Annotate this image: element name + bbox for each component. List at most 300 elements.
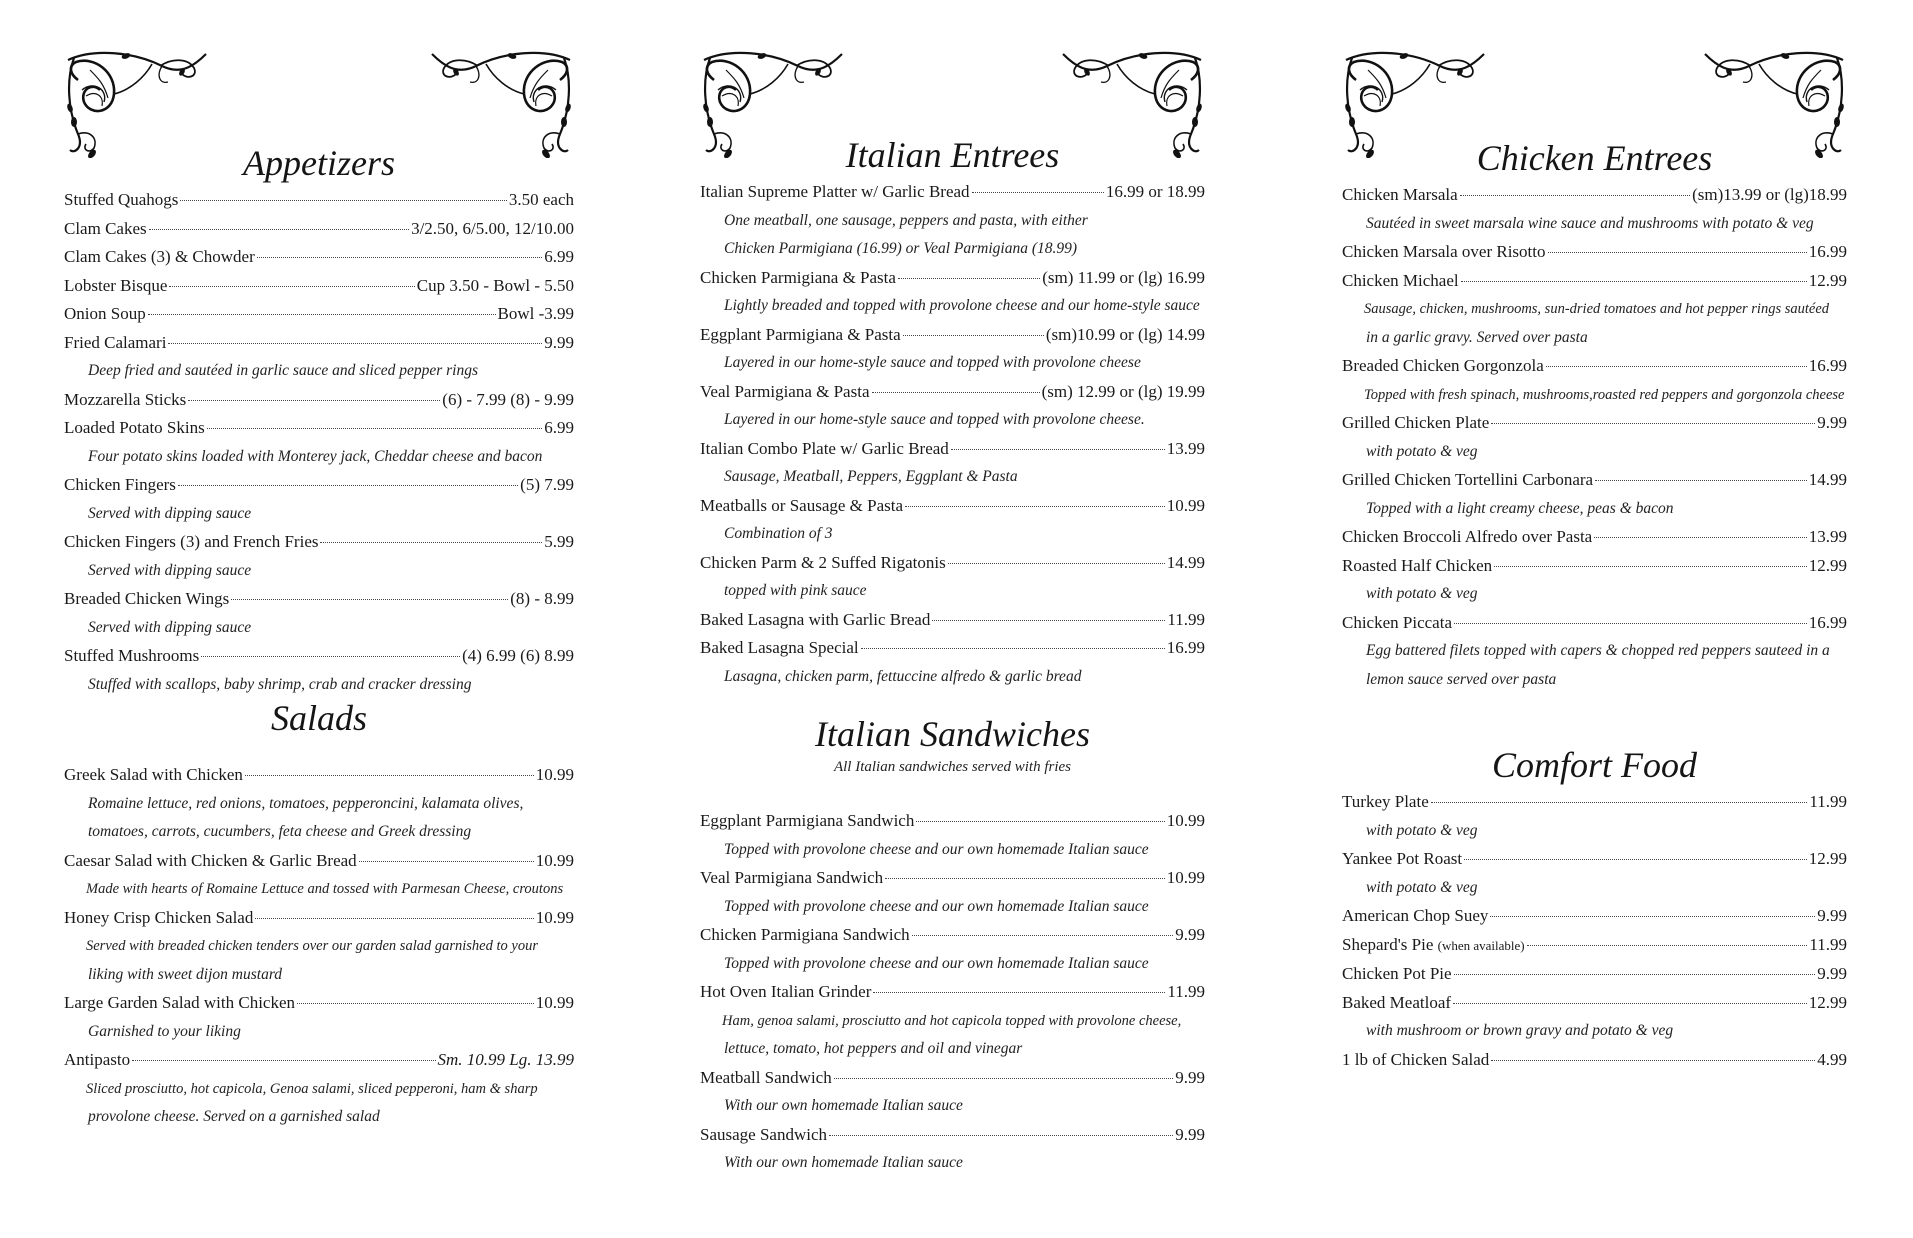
dot-leader bbox=[916, 821, 1164, 822]
menu-item bbox=[64, 847, 574, 876]
menu-item bbox=[64, 243, 574, 272]
italian-sandwiches-list bbox=[700, 807, 1205, 1178]
menu-item bbox=[1342, 902, 1847, 931]
menu-item-name-text: Turkey Plate bbox=[1342, 792, 1429, 811]
menu-item bbox=[700, 921, 1205, 950]
dot-leader bbox=[359, 861, 534, 862]
menu-item-name-text: Meatball Sandwich bbox=[700, 1067, 832, 1087]
menu-item bbox=[1342, 409, 1847, 438]
menu-item-price: 12.99 bbox=[1808, 849, 1847, 868]
menu-item-name bbox=[64, 414, 205, 443]
menu-item-name-text: Loaded Potato Skins bbox=[64, 418, 205, 437]
menu-item-name-text: Chicken Pot Pie bbox=[1342, 964, 1452, 983]
menu-item-name-text: Italian Supreme Platter w/ Garlic Bread bbox=[700, 182, 970, 201]
italian-sandwiches-section bbox=[700, 711, 1205, 1178]
menu-item bbox=[700, 864, 1205, 893]
dot-leader bbox=[1454, 974, 1816, 975]
menu-item-price: Cup 3.50 - Bowl - 5.50 bbox=[416, 275, 574, 295]
menu-item bbox=[700, 435, 1205, 464]
menu-item-name bbox=[700, 634, 859, 663]
menu-item-name bbox=[1342, 552, 1492, 581]
dot-leader bbox=[1431, 802, 1808, 803]
menu-item-price: 6.99 bbox=[544, 247, 574, 266]
menu-item bbox=[1342, 609, 1847, 638]
menu-item-name bbox=[700, 378, 870, 407]
menu-item bbox=[64, 989, 574, 1018]
menu-item-price: 13.99 bbox=[1808, 527, 1847, 546]
dot-leader bbox=[297, 1003, 534, 1004]
dot-leader bbox=[207, 428, 543, 429]
section-subtitle: All Italian sandwiches served with fries bbox=[833, 759, 1072, 775]
section-title: Italian Entrees bbox=[845, 135, 1060, 175]
menu-item-name-text: Mozzarella Sticks bbox=[64, 389, 187, 409]
menu-item-name-text: Chicken Parmigiana Sandwich bbox=[700, 925, 910, 944]
dot-leader bbox=[1494, 566, 1807, 567]
menu-item-price: 11.99 bbox=[1167, 982, 1205, 1001]
menu-item-price: 11.99 bbox=[1167, 609, 1205, 629]
menu-item-description: One meatball, one sausage, peppers and pasta, with either bbox=[724, 211, 1088, 229]
menu-item-price: 4.99 bbox=[1817, 1049, 1847, 1069]
menu-item-name bbox=[700, 1121, 827, 1150]
menu-item bbox=[64, 186, 574, 215]
menu-item-price: 10.99 bbox=[535, 993, 574, 1012]
menu-item bbox=[64, 585, 574, 614]
menu-item-name-text: American Chop Suey bbox=[1342, 906, 1489, 925]
menu-item-name-text: Chicken Parm & 2 Suffed Rigatonis bbox=[700, 552, 946, 572]
comfort-food-list bbox=[1342, 788, 1847, 1074]
menu-item-name bbox=[1342, 267, 1459, 296]
menu-item-name-text: Veal Parmigiana Sandwich bbox=[700, 868, 884, 887]
menu-item-price: 10.99 bbox=[535, 907, 574, 927]
menu-item-name bbox=[700, 492, 903, 521]
italian-entrees-section bbox=[700, 132, 1205, 691]
menu-item bbox=[64, 471, 574, 500]
chicken-entrees-section bbox=[1342, 135, 1847, 694]
menu-item-name bbox=[700, 978, 871, 1007]
menu-item-price: (5) 7.99 bbox=[520, 475, 574, 494]
menu-item bbox=[1342, 238, 1847, 267]
menu-item-name bbox=[64, 329, 166, 358]
menu-item bbox=[1342, 352, 1847, 381]
menu-item bbox=[64, 528, 574, 557]
menu-item-name-text: Yankee Pot Roast bbox=[1342, 849, 1463, 868]
menu-item-price: 10.99 bbox=[1166, 868, 1205, 887]
menu-item-price: 9.99 bbox=[1817, 964, 1847, 983]
menu-item-price: 5.99 bbox=[544, 532, 574, 551]
menu-item-description: Egg battered filets topped with capers & chopped red peppers sauteed in a bbox=[1366, 642, 1830, 659]
menu-item bbox=[700, 264, 1205, 293]
menu-item-price: 9.99 bbox=[1817, 906, 1847, 925]
menu-item bbox=[700, 1064, 1205, 1093]
menu-item-description: Sliced prosciutto, hot capicola, Genoa salami, sliced pepperoni, ham & sharp bbox=[86, 1080, 538, 1097]
dot-leader bbox=[861, 648, 1165, 649]
menu-item-price: 9.99 bbox=[1817, 413, 1847, 432]
dot-leader bbox=[1491, 423, 1815, 424]
menu-item-name bbox=[1342, 902, 1488, 931]
menu-item-price: 14.99 bbox=[1166, 552, 1205, 572]
menu-item-price: 3.50 each bbox=[508, 190, 574, 209]
menu-item-price: 12.99 bbox=[1808, 992, 1847, 1012]
menu-item bbox=[64, 272, 574, 301]
menu-item-price: (sm)13.99 or (lg)18.99 bbox=[1692, 185, 1847, 204]
menu-item-name bbox=[1342, 181, 1458, 210]
menu-item-note: (when available) bbox=[1437, 937, 1525, 953]
menu-item-name bbox=[700, 178, 970, 207]
menu-item-description: Topped with provolone cheese and our own homemade Italian sauce bbox=[724, 954, 1149, 972]
menu-item-price: 11.99 bbox=[1809, 934, 1847, 954]
dot-leader bbox=[972, 192, 1104, 193]
menu-item bbox=[700, 378, 1205, 407]
menu-item-price: 16.99 bbox=[1166, 638, 1205, 657]
menu-item-description: topped with pink sauce bbox=[724, 582, 867, 599]
menu-item-description: With our own homemade Italian sauce bbox=[724, 1097, 963, 1114]
section-title: Appetizers bbox=[243, 143, 395, 183]
menu-item-name bbox=[64, 847, 357, 876]
menu-item-name-text: Grilled Chicken Tortellini Carbonara bbox=[1342, 470, 1594, 489]
menu-item-name bbox=[1342, 238, 1546, 267]
menu-column-right bbox=[1342, 50, 1847, 1150]
dot-leader bbox=[178, 485, 518, 486]
menu-item bbox=[64, 1046, 574, 1075]
menu-item-description: Served with dipping sauce bbox=[88, 618, 252, 636]
dot-leader bbox=[132, 1060, 435, 1061]
menu-item-name-text: Shepard's Pie bbox=[1342, 934, 1434, 954]
menu-item-name bbox=[1342, 931, 1525, 961]
menu-item-price: 11.99 bbox=[1809, 792, 1847, 811]
dot-leader bbox=[873, 992, 1165, 993]
menu-item-name-text: Sausage Sandwich bbox=[700, 1124, 828, 1144]
menu-item bbox=[64, 386, 574, 415]
menu-item-name bbox=[64, 642, 199, 671]
menu-item-description: Served with breaded chicken tenders over our garden salad garnished to your bbox=[86, 938, 538, 954]
menu-item-name-text: Clam Cakes (3) & Chowder bbox=[64, 247, 255, 266]
menu-item-name bbox=[64, 386, 186, 415]
dot-leader bbox=[1594, 537, 1807, 538]
dot-leader bbox=[932, 620, 1165, 621]
dot-leader bbox=[148, 314, 496, 315]
menu-item-description: with potato & veg bbox=[1366, 821, 1478, 839]
dot-leader bbox=[1548, 252, 1807, 253]
menu-item-description: Topped with provolone cheese and our own homemade Italian sauce bbox=[724, 840, 1149, 858]
menu-item-name bbox=[64, 300, 146, 329]
menu-item-name-text: Italian Combo Plate w/ Garlic Bread bbox=[700, 438, 949, 458]
dot-leader bbox=[829, 1135, 1173, 1136]
menu-item-price: Bowl -3.99 bbox=[497, 304, 574, 323]
menu-item-name bbox=[64, 904, 253, 933]
dot-leader bbox=[255, 918, 533, 919]
menu-item-description: Stuffed with scallops, baby shrimp, crab and cracker dressing bbox=[88, 675, 472, 693]
menu-item-name bbox=[64, 585, 229, 614]
dot-leader bbox=[231, 599, 508, 600]
menu-item-name bbox=[64, 989, 295, 1018]
dot-leader bbox=[912, 935, 1174, 936]
menu-item-description: tomatoes, carrots, cucumbers, feta cheese and Greek dressing bbox=[88, 823, 472, 840]
menu-item-price: 16.99 bbox=[1808, 612, 1847, 632]
dot-leader bbox=[951, 449, 1165, 450]
menu-item-name-text: Lobster Bisque bbox=[64, 275, 168, 295]
menu-item bbox=[64, 329, 574, 358]
menu-item-description: Topped with provolone cheese and our own homemade Italian sauce bbox=[724, 897, 1149, 915]
dot-leader bbox=[872, 392, 1040, 393]
menu-item-name bbox=[1342, 523, 1592, 552]
menu-item bbox=[700, 606, 1205, 635]
menu-item bbox=[700, 1121, 1205, 1150]
dot-leader bbox=[885, 878, 1165, 879]
menu-item-name-text: Baked Lasagna with Garlic Bread bbox=[700, 609, 931, 629]
menu-item-description: Lasagna, chicken parm, fettuccine alfredo & garlic bread bbox=[724, 667, 1082, 685]
menu-item-name bbox=[700, 921, 910, 950]
menu-item-name bbox=[1342, 845, 1462, 874]
menu-item-description: Served with dipping sauce bbox=[88, 561, 252, 579]
menu-item-name-text: Chicken Parmigiana & Pasta bbox=[700, 267, 896, 287]
menu-item-description: With our own homemade Italian sauce bbox=[724, 1154, 963, 1171]
menu-item bbox=[700, 178, 1205, 207]
menu-item-name-text: Antipasto bbox=[64, 1050, 131, 1069]
menu-item bbox=[64, 414, 574, 443]
menu-item-description: Sausage, Meatball, Peppers, Eggplant & Pasta bbox=[724, 468, 1018, 485]
dot-leader bbox=[1491, 1060, 1815, 1061]
dot-leader bbox=[320, 542, 542, 543]
dot-leader bbox=[1461, 281, 1807, 282]
menu-item-description: Four potato skins loaded with Monterey jack, Cheddar cheese and bacon bbox=[88, 447, 543, 465]
menu-item-name bbox=[64, 215, 147, 244]
dot-leader bbox=[245, 775, 534, 776]
menu-item bbox=[1342, 989, 1847, 1018]
menu-item-price: 3/2.50, 6/5.00, 12/10.00 bbox=[411, 218, 574, 238]
dot-leader bbox=[834, 1078, 1174, 1079]
menu-item-name-text: Baked Meatloaf bbox=[1342, 992, 1452, 1012]
menu-item-name bbox=[1342, 1046, 1489, 1075]
menu-item-description: Made with hearts of Romaine Lettuce and tossed with Parmesan Cheese, croutons bbox=[86, 881, 564, 897]
menu-item-price: 9.99 bbox=[1175, 925, 1205, 944]
menu-item-price: 10.99 bbox=[1166, 811, 1205, 830]
salads-section bbox=[64, 695, 574, 1132]
menu-item-name bbox=[1342, 788, 1429, 817]
menu-item-name-text: Breaded Chicken Wings bbox=[64, 589, 230, 608]
menu-item-name-text: 1 lb of Chicken Salad bbox=[1342, 1049, 1490, 1069]
menu-item-name bbox=[64, 272, 167, 301]
menu-item-description: Sautéed in sweet marsala wine sauce and mushrooms with potato & veg bbox=[1366, 214, 1814, 232]
menu-item-description: lettuce, tomato, hot peppers and oil and vinegar bbox=[724, 1040, 1023, 1057]
menu-item bbox=[700, 634, 1205, 663]
menu-item-description: with potato & veg bbox=[1366, 585, 1478, 602]
menu-item-description: Topped with fresh spinach, mushrooms,roasted red peppers and gorgonzola cheese bbox=[1364, 386, 1845, 403]
menu-item bbox=[700, 807, 1205, 836]
menu-item-name bbox=[1342, 352, 1544, 381]
menu-item bbox=[700, 549, 1205, 578]
menu-item-name-text: Caesar Salad with Chicken & Garlic Bread bbox=[64, 850, 357, 870]
menu-item-name bbox=[64, 186, 178, 215]
menu-item bbox=[1342, 845, 1847, 874]
menu-item bbox=[1342, 181, 1847, 210]
dot-leader bbox=[1546, 366, 1807, 367]
menu-item-name bbox=[64, 1046, 130, 1075]
menu-column-left bbox=[64, 50, 574, 1150]
menu-column-center bbox=[700, 50, 1205, 1171]
menu-item-name-text: Chicken Fingers bbox=[64, 475, 176, 494]
menu-item-description: with potato & veg bbox=[1366, 878, 1478, 896]
menu-item-description: with mushroom or brown gravy and potato & veg bbox=[1366, 1022, 1674, 1039]
menu-item-name bbox=[700, 321, 901, 350]
menu-item-description: lemon sauce served over pasta bbox=[1366, 670, 1557, 688]
menu-item-price: 16.99 bbox=[1808, 242, 1847, 261]
dot-leader bbox=[1490, 916, 1815, 917]
menu-item bbox=[1342, 466, 1847, 495]
menu-item-description: Combination of 3 bbox=[724, 525, 833, 542]
comfort-food-section bbox=[1342, 742, 1847, 1074]
menu-item-price: (sm) 11.99 or (lg) 16.99 bbox=[1042, 267, 1205, 287]
menu-item-name-text: Eggplant Parmigiana Sandwich bbox=[700, 811, 915, 830]
menu-item-name bbox=[1342, 466, 1593, 495]
menu-item-name-text: Eggplant Parmigiana & Pasta bbox=[700, 324, 901, 344]
menu-item-price: 6.99 bbox=[544, 418, 574, 437]
menu-item-price: 16.99 or 18.99 bbox=[1105, 182, 1205, 201]
menu-item-name-text: Roasted Half Chicken bbox=[1342, 555, 1493, 575]
dot-leader bbox=[1595, 480, 1807, 481]
menu-item-name-text: Stuffed Quahogs bbox=[64, 190, 179, 209]
menu-item-name-text: Baked Lasagna Special bbox=[700, 638, 859, 657]
section-title: Comfort Food bbox=[1491, 745, 1697, 785]
menu-item-name-text: Chicken Michael bbox=[1342, 270, 1459, 290]
menu-item-name bbox=[700, 1064, 832, 1093]
menu-item bbox=[64, 215, 574, 244]
dot-leader bbox=[948, 563, 1165, 564]
menu-item-description: with potato & veg bbox=[1366, 442, 1478, 460]
dot-leader bbox=[201, 656, 460, 657]
menu-item-name bbox=[700, 864, 883, 893]
menu-item-name bbox=[1342, 960, 1452, 989]
menu-item-name bbox=[1342, 409, 1489, 438]
menu-item-price: 9.99 bbox=[1175, 1067, 1205, 1087]
menu-item-name bbox=[64, 528, 318, 557]
menu-item-description: Topped with a light creamy cheese, peas & bacon bbox=[1366, 499, 1674, 517]
menu-item-description: Garnished to your liking bbox=[88, 1022, 241, 1040]
appetizers-section bbox=[64, 140, 574, 699]
dot-leader bbox=[1454, 623, 1807, 624]
menu-item bbox=[1342, 931, 1847, 961]
salads-list bbox=[64, 761, 574, 1132]
menu-item bbox=[64, 300, 574, 329]
menu-item bbox=[64, 904, 574, 933]
menu-item-price: 12.99 bbox=[1808, 555, 1847, 575]
menu-item-name-text: Chicken Fingers (3) and French Fries bbox=[64, 532, 319, 551]
menu-item-name-text: Greek Salad with Chicken bbox=[64, 765, 243, 784]
menu-item-description: Deep fried and sautéed in garlic sauce and sliced pepper rings bbox=[88, 362, 479, 379]
menu-item-description: Lightly breaded and topped with provolone cheese and our home-style sauce bbox=[724, 297, 1200, 314]
menu-item-description: liking with sweet dijon mustard bbox=[88, 965, 283, 983]
menu-item-price: (sm) 12.99 or (lg) 19.99 bbox=[1041, 381, 1205, 401]
menu-item-name-text: Chicken Marsala bbox=[1342, 185, 1458, 204]
menu-item-name bbox=[700, 264, 896, 293]
menu-item-name-text: Meatballs or Sausage & Pasta bbox=[700, 495, 904, 515]
menu-item-name bbox=[700, 807, 914, 836]
menu-item-price: Sm. 10.99 Lg. 13.99 bbox=[437, 1050, 574, 1069]
menu-item bbox=[64, 761, 574, 790]
menu-item-description: provolone cheese. Served on a garnished salad bbox=[88, 1108, 380, 1125]
menu-item bbox=[1342, 267, 1847, 296]
dot-leader bbox=[169, 286, 414, 287]
dot-leader bbox=[168, 343, 542, 344]
menu-item-price: 9.99 bbox=[544, 332, 574, 352]
menu-item-name-text: Honey Crisp Chicken Salad bbox=[64, 907, 254, 927]
dot-leader bbox=[1453, 1003, 1807, 1004]
dot-leader bbox=[188, 400, 440, 401]
menu-item-price: 9.99 bbox=[1175, 1124, 1205, 1144]
menu-item-name bbox=[1342, 609, 1452, 638]
menu-item-name bbox=[64, 471, 176, 500]
menu-item bbox=[1342, 1046, 1847, 1075]
menu-item-name bbox=[64, 761, 243, 790]
menu-item-name-text: Onion Soup bbox=[64, 304, 146, 323]
dot-leader bbox=[905, 506, 1165, 507]
chicken-entrees-list bbox=[1342, 181, 1847, 694]
dot-leader bbox=[180, 200, 506, 201]
menu-item bbox=[1342, 523, 1847, 552]
menu-item bbox=[700, 321, 1205, 350]
dot-leader bbox=[149, 229, 409, 230]
menu-item-description: Layered in our home-style sauce and topped with provolone cheese bbox=[724, 354, 1141, 371]
menu-item-name-text: Breaded Chicken Gorgonzola bbox=[1342, 356, 1544, 375]
menu-item-price: 10.99 bbox=[1166, 495, 1205, 515]
menu-item bbox=[700, 492, 1205, 521]
appetizers-list bbox=[64, 186, 574, 699]
menu-item-name-text: Fried Calamari bbox=[64, 332, 167, 352]
menu-item bbox=[1342, 788, 1847, 817]
menu-item-price: 10.99 bbox=[535, 850, 574, 870]
menu-item-price: (sm)10.99 or (lg) 14.99 bbox=[1045, 324, 1205, 344]
dot-leader bbox=[903, 335, 1044, 336]
menu-item bbox=[1342, 552, 1847, 581]
menu-item-name-text: Veal Parmigiana & Pasta bbox=[700, 381, 870, 401]
dot-leader bbox=[1527, 945, 1808, 946]
menu-item-description: Layered in our home-style sauce and topped with provolone cheese. bbox=[724, 411, 1145, 428]
dot-leader bbox=[1460, 195, 1690, 196]
menu-item-name bbox=[700, 549, 946, 578]
menu-item bbox=[700, 978, 1205, 1007]
menu-item-name-text: Large Garden Salad with Chicken bbox=[64, 993, 296, 1012]
menu-item-price: (8) - 8.99 bbox=[510, 589, 574, 608]
menu-item-name-text: Grilled Chicken Plate bbox=[1342, 413, 1490, 432]
menu-item-name-text: Chicken Marsala over Risotto bbox=[1342, 242, 1546, 261]
menu-item-name bbox=[64, 243, 255, 272]
menu-item-name-text: Chicken Broccoli Alfredo over Pasta bbox=[1342, 527, 1593, 546]
menu-item-price: (6) - 7.99 (8) - 9.99 bbox=[442, 389, 574, 409]
menu-item-price: (4) 6.99 (6) 8.99 bbox=[462, 646, 574, 665]
section-title: Italian Sandwiches bbox=[815, 714, 1090, 754]
menu-item-price: 12.99 bbox=[1808, 270, 1847, 290]
menu-item-name bbox=[700, 606, 930, 635]
menu-item-price: 14.99 bbox=[1808, 470, 1847, 489]
menu-item-name bbox=[1342, 989, 1451, 1018]
menu-item-name-text: Clam Cakes bbox=[64, 218, 147, 238]
menu-item bbox=[64, 642, 574, 671]
menu-item-price: 13.99 bbox=[1166, 438, 1205, 458]
dot-leader bbox=[1464, 859, 1807, 860]
menu-item-name-text: Stuffed Mushrooms bbox=[64, 646, 200, 665]
section-title: Chicken Entrees bbox=[1476, 138, 1713, 178]
menu-item-price: 16.99 bbox=[1808, 356, 1847, 375]
menu-item-description: Sausage, chicken, mushrooms, sun-dried tomatoes and hot pepper rings sautéed bbox=[1364, 301, 1830, 317]
menu-item-description: Served with dipping sauce bbox=[88, 504, 252, 522]
menu-item-description: in a garlic gravy. Served over pasta bbox=[1366, 328, 1588, 346]
menu-item-name-text: Chicken Piccata bbox=[1342, 612, 1452, 632]
menu-item bbox=[1342, 960, 1847, 989]
dot-leader bbox=[898, 278, 1040, 279]
menu-item-name bbox=[700, 435, 949, 464]
section-title: Salads bbox=[270, 698, 367, 738]
menu-item-description: Ham, genoa salami, prosciutto and hot capicola topped with provolone cheese, bbox=[722, 1012, 1182, 1029]
menu-item-description: Romaine lettuce, red onions, tomatoes, pepperoncini, kalamata olives, bbox=[88, 794, 524, 812]
